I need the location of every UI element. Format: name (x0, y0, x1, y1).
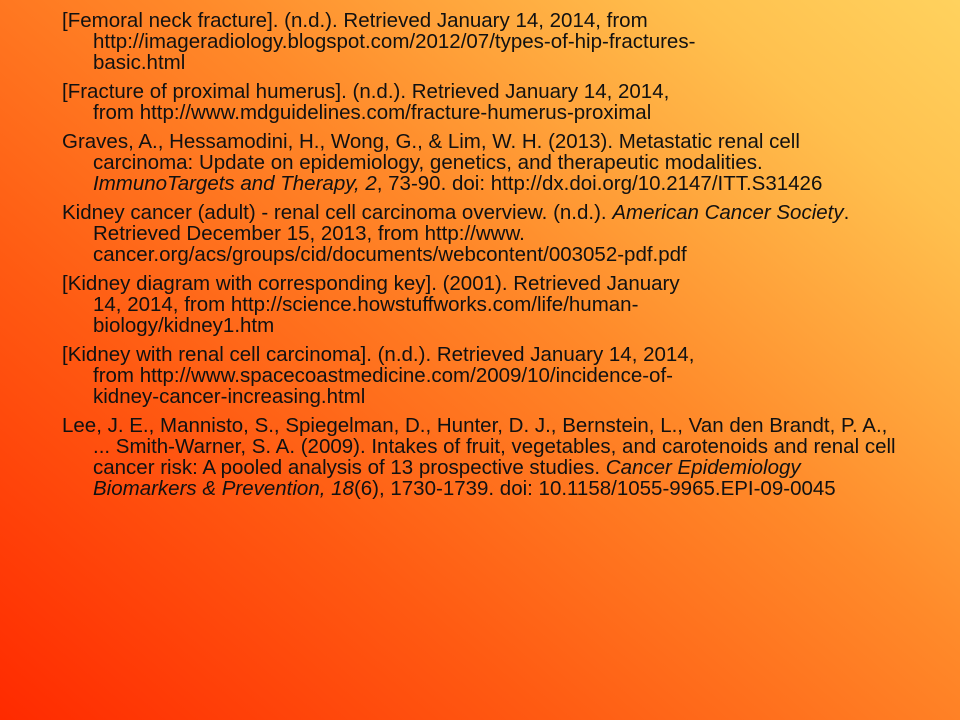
journal-title: Cancer Epidemiology Biomarkers & Prevention, 18 (93, 456, 801, 500)
reference-item-proximal-humerus: [Fracture of proximal humerus]. (n.d.). Retrieved January 14, 2014, from http://www.mdguidelines.com/fracture-humerus-proximal (62, 80, 670, 124)
journal-title: ImmunoTargets and Therapy, 2 (93, 172, 377, 195)
reference-item-lee: Lee, J. E., Mannisto, S., Spiegelman, D., Hunter, D. J., Bernstein, L., Van den Brandt, P. A., ... Smith-Warner, S. A. (2009). Intakes of fruit, vegetables, and carotenoids and renal cell cancer risk: A pooled analysis of 13 prospective studies. Cancer Epidemiology Biomarkers & Prevention, 18(6), 1730-1739. doi: 10.1158/1055-9965.EPI-09-0045 (62, 414, 896, 500)
reference-item-kidney-rcc: [Kidney with renal cell carcinoma]. (n.d.). Retrieved January 14, 2014, from http://www.spacecoastmedicine.com/2009/10/incidence-of- kidney-cancer-increasing.html (62, 343, 695, 408)
reference-item-kidney-diagram: [Kidney diagram with corresponding key]. (2001). Retrieved January 14, 2014, from http://science.howstuffworks.com/life/human- biology/kidney1.htm (62, 272, 680, 337)
reference-item-acs: Kidney cancer (adult) - renal cell carcinoma overview. (n.d.). American Cancer Society. Retrieved December 15, 2013, from http://www. cancer.org/acs/groups/cid/documents/webcontent/003052-pdf.pdf (62, 201, 850, 266)
reference-list (62, 10, 900, 507)
journal-title: American Cancer Society (612, 201, 844, 224)
reference-item-femoral-neck: [Femoral neck fracture]. (n.d.). Retrieved January 14, 2014, from http://imageradiology.blogspot.com/2012/07/types-of-hip-fractures- basic.html (62, 9, 696, 74)
reference-item-graves: Graves, A., Hessamodini, H., Wong, G., & Lim, W. H. (2013). Metastatic renal cell carcinoma: Update on epidemiology, genetics, and therapeutic modalities. ImmunoTargets and Therapy, 2, 73-90. doi: http://dx.doi.org/10.2147/ITT.S31426 (62, 130, 823, 195)
